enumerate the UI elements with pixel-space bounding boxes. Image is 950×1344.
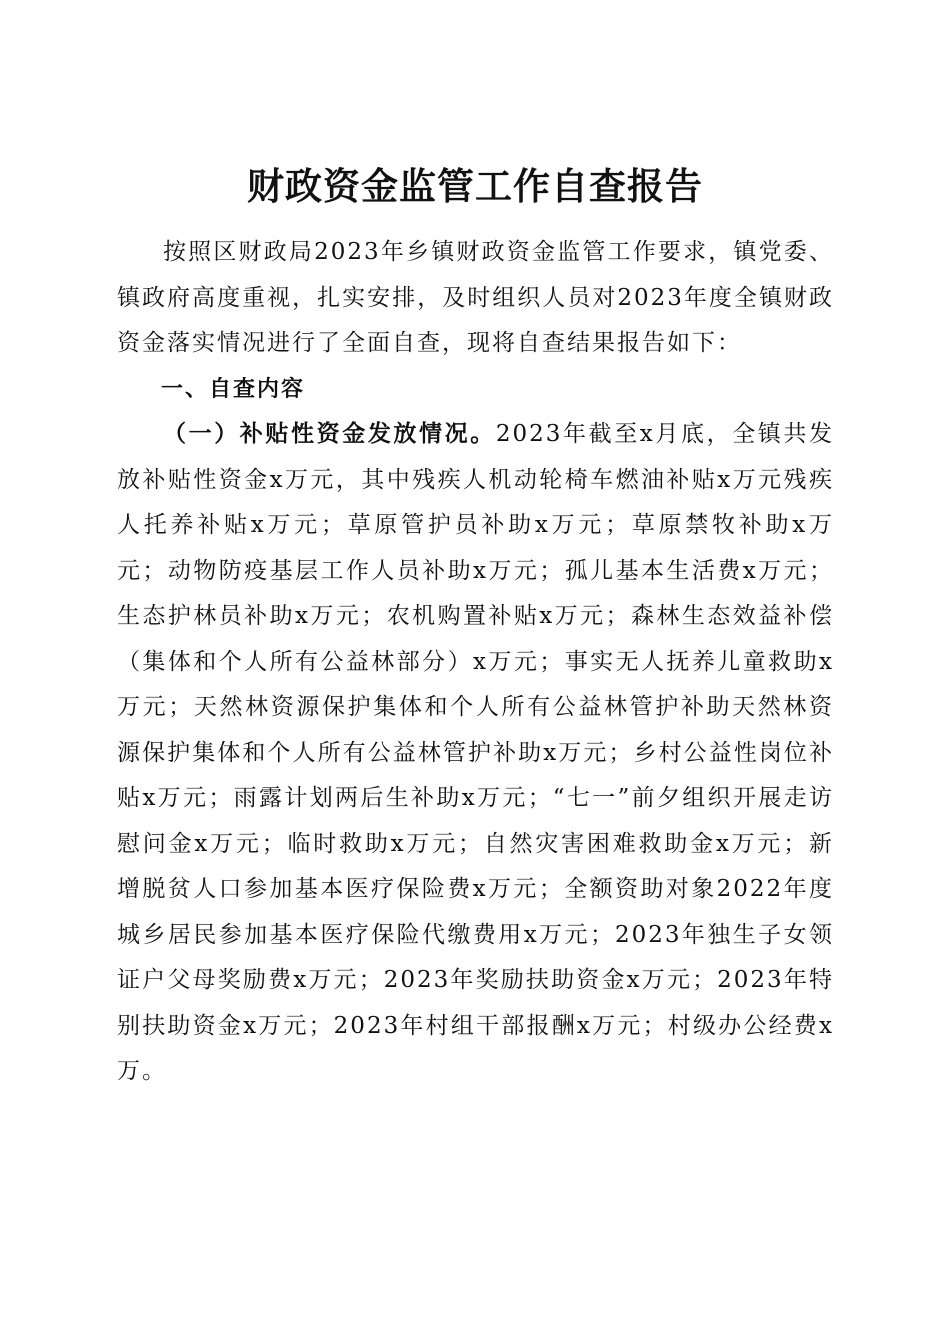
subsection-heading: （一）补贴性资金发放情况。 <box>163 421 496 447</box>
subsection-body: 2023年截至x月底，全镇共发放补贴性资金x万元，其中残疾人机动轮椅车燃油补贴x万元残疾人托养补贴x万元；草原管护员补助x万元；草原禁牧补助x万元；动物防疫基层工作人员补助x万元；孤儿基本生活费x万元；生态护林员补助x万元；农机购置补贴x万元；森林生态效益补偿（集体和个人所有公益林部分）x万元；事实无人抚养儿童救助x万元；天然林资源保护集体和个人所有公益林管护补助天然林资源保护集体和个人所有公益林管护补助x万元；乡村公益性岗位补贴x万元；雨露计划两后生补助x万元；“七一”前夕组织开展走访慰问金x万元；临时救助x万元；自然灾害困难救助金x万元；新增脱贫人口参加基本医疗保险费x万元；全额资助对象2022年度城乡居民参加基本医疗保险代缴费用x万元；2023年独生子女领证户父母奖励费x万元；2023年奖励扶助资金x万元；2023年特别扶助资金x万元；2023年村组干部报酬x万元；村级办公经费x万。 <box>117 421 835 1084</box>
section-heading: 一、自查内容 <box>161 376 306 402</box>
intro-paragraph: 按照区财政局2023年乡镇财政资金监管工作要求，镇党委、镇政府高度重视，扎实安排，及时组织人员对2023年度全镇财政资金落实情况进行了全面自查，现将自查结果报告如下： <box>117 239 834 356</box>
document-body <box>117 230 834 1095</box>
document-title: 财政资金监管工作自查报告 <box>247 163 703 208</box>
subsection-paragraph <box>117 412 834 1095</box>
